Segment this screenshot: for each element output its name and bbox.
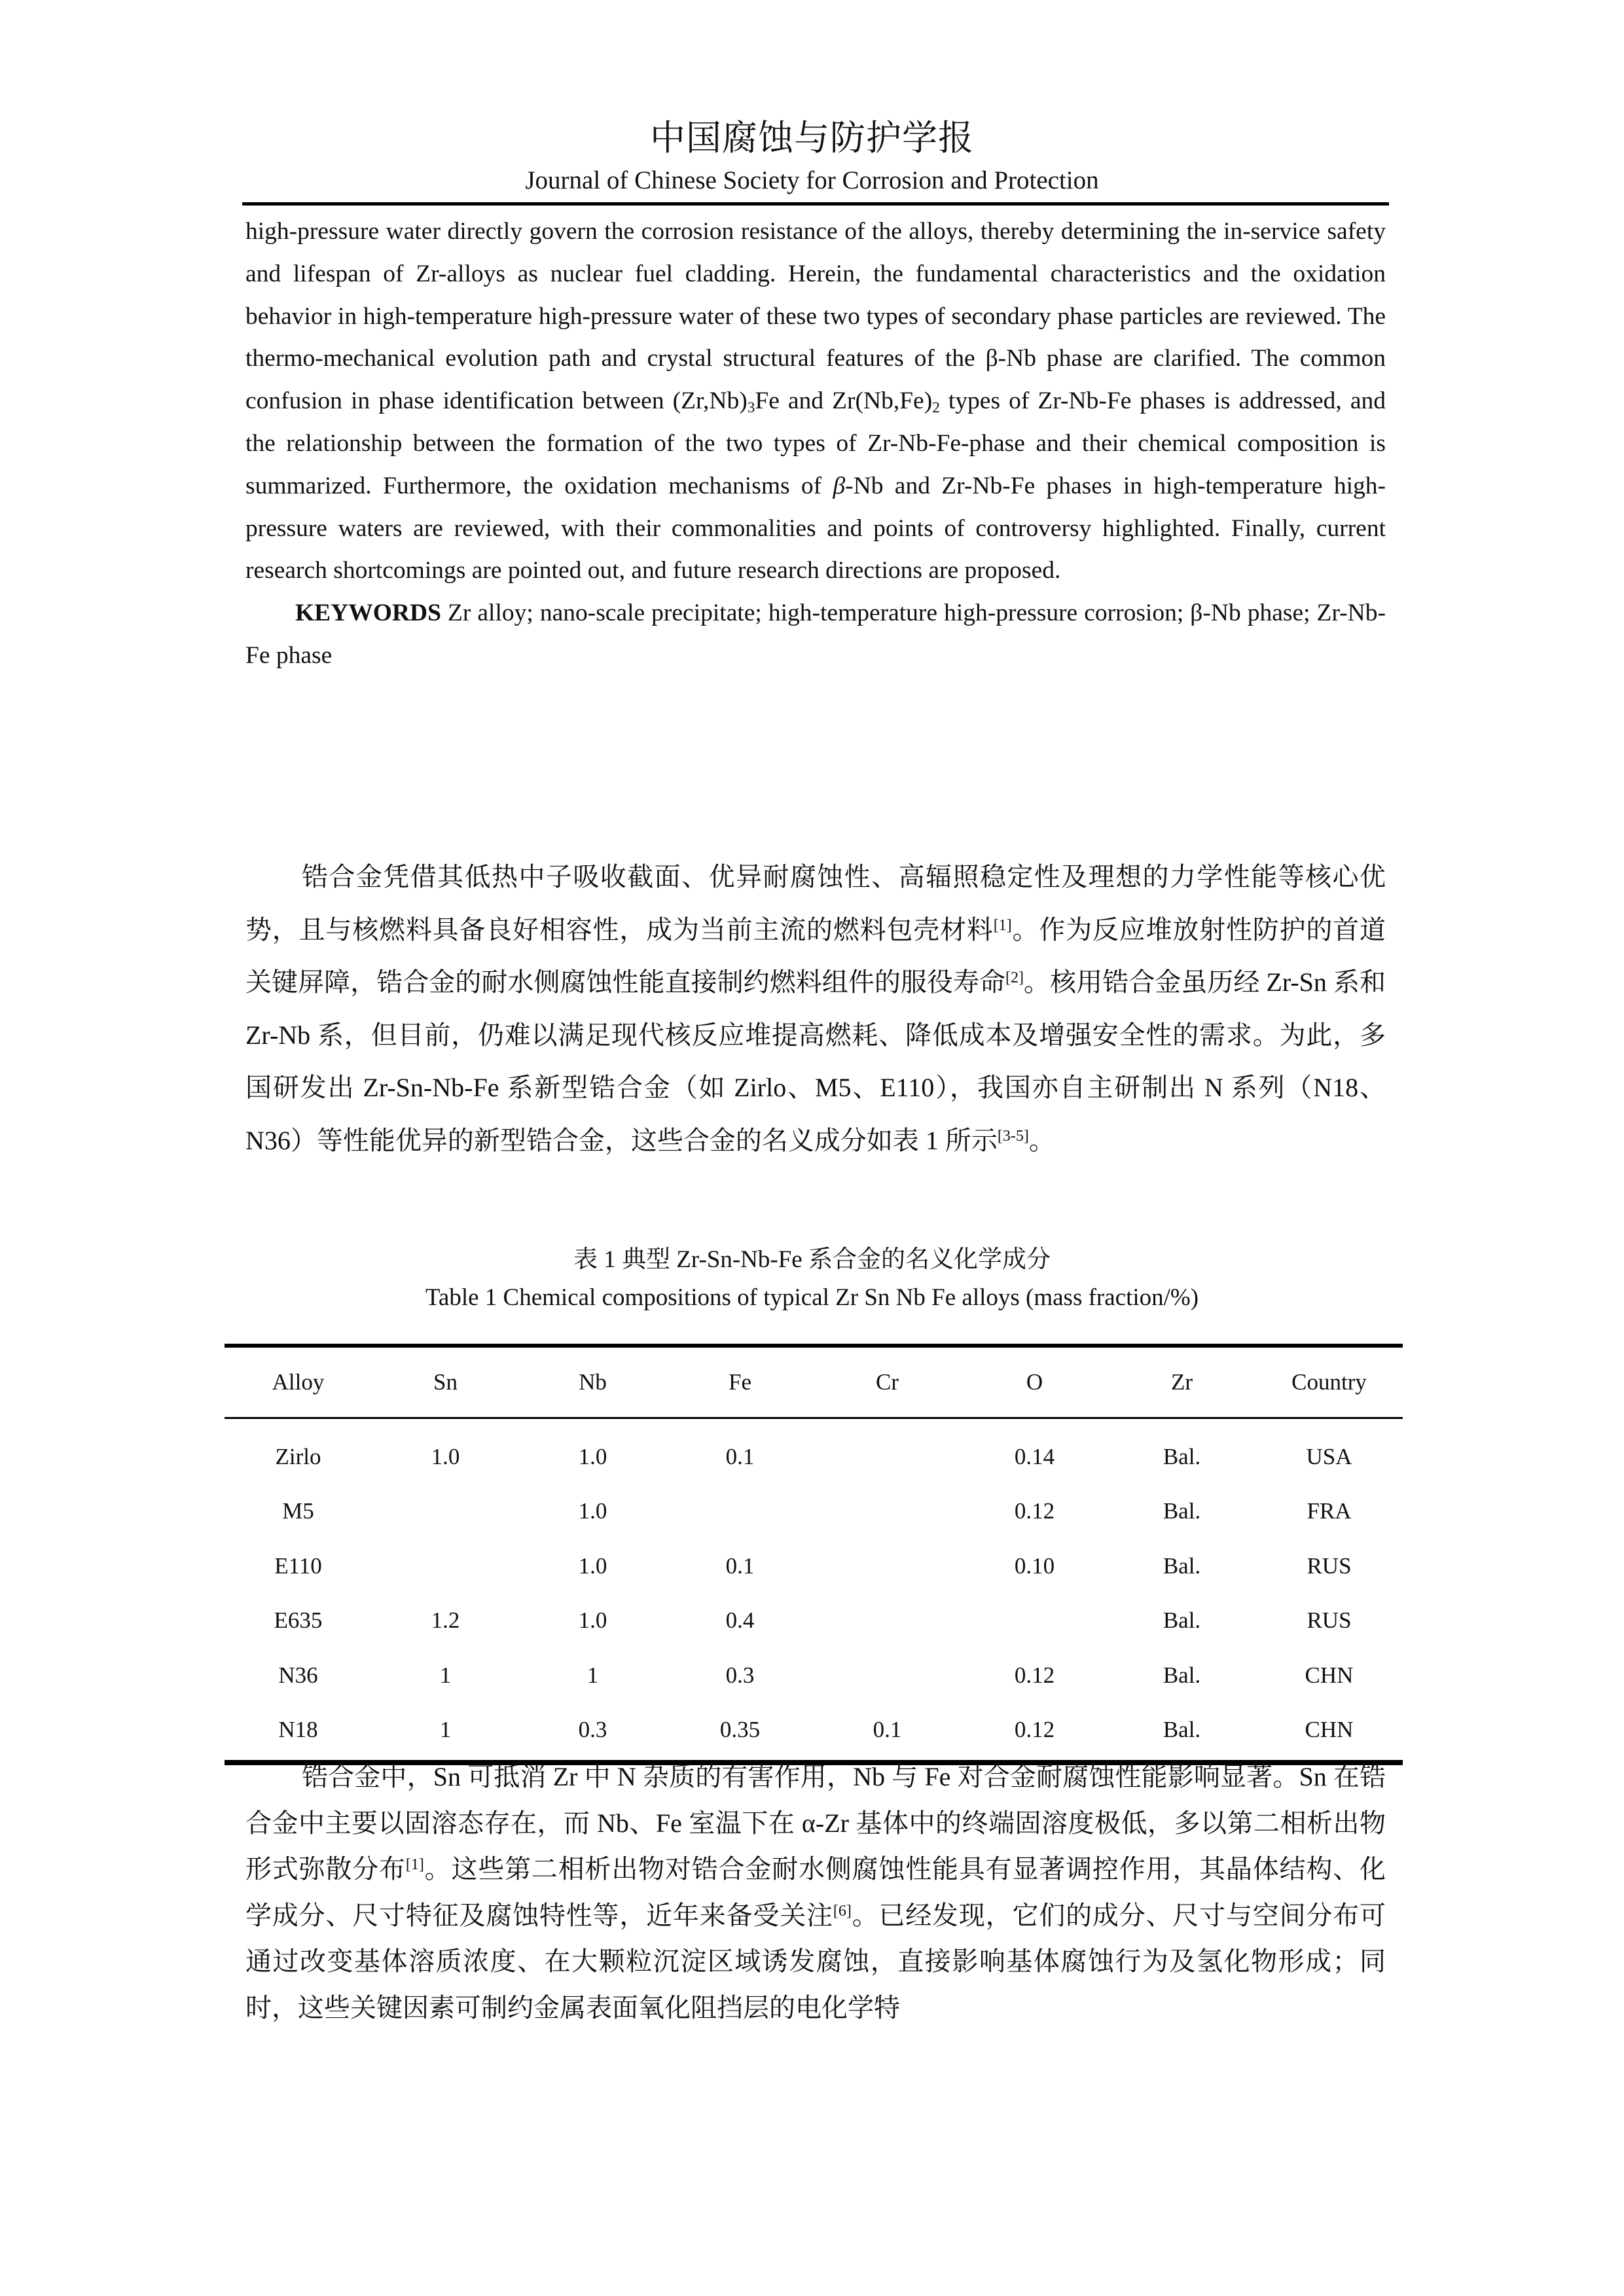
paragraph-text: 。这些第二相析出物对锆合金耐水侧腐蚀性能具有显著调控作用，其晶体结构、化学成分、尺寸特征及腐蚀特性等，近年来备受关注: [245, 1854, 1386, 1930]
keywords-paragraph: [245, 592, 1386, 677]
header-rule: [242, 202, 1389, 206]
column-header-nb: Nb: [579, 1369, 607, 1395]
table-cell: E635: [274, 1607, 323, 1634]
table-cell: N36: [278, 1662, 318, 1688]
column-header-sn: Sn: [433, 1369, 458, 1395]
table-cell: 0.1: [725, 1443, 755, 1469]
table-cell: 0.1: [725, 1552, 755, 1579]
table-cell: RUS: [1307, 1552, 1352, 1579]
subscript: 2: [932, 399, 940, 416]
table-cell: RUS: [1307, 1607, 1352, 1634]
beta-symbol: β: [833, 472, 846, 499]
table-cell: Bal.: [1163, 1443, 1201, 1469]
composition-table: [225, 1344, 1403, 1765]
table-cell: 0.1: [873, 1717, 902, 1743]
table-cell: [372, 1539, 519, 1594]
table-cell: 0.3: [725, 1662, 755, 1688]
table-cell: 0.12: [1014, 1717, 1055, 1743]
keywords-text: Zr alloy; nano-scale precipitate; high-temperature high-pressure corrosion; β-Nb phase; Zr-Nb-Fe phase: [245, 600, 1386, 669]
citation-ref[interactable]: [6]: [833, 1902, 852, 1920]
intro-paragraph: [245, 851, 1386, 1167]
paragraph-text: 。: [1028, 1125, 1055, 1155]
table-cell: [814, 1648, 961, 1703]
table-cell: 1: [439, 1662, 452, 1688]
citation-ref[interactable]: [3-5]: [997, 1127, 1029, 1145]
column-header-zr: Zr: [1170, 1369, 1193, 1395]
paragraph-text: 锆合金凭借其低热中子吸收截面、优异耐腐蚀性、高辐照稳定性及理想的力学性能等核心优势，且与核燃料具备良好相容性，成为当前主流的燃料包壳材料: [245, 862, 1386, 944]
citation-ref[interactable]: [1]: [993, 916, 1012, 934]
table-cell: Bal.: [1163, 1498, 1201, 1524]
table-cell: E110: [274, 1552, 322, 1579]
table-row: [225, 1648, 1403, 1703]
table-caption-cn: 表 1 典型 Zr-Sn-Nb-Fe 系合金的名义化学成分: [573, 1246, 1051, 1273]
table-row: [225, 1594, 1403, 1649]
paragraph-text: 。作为反应堆放射性防护的首道关键屏障，锆合金的耐水侧腐蚀性能直接制约燃料组件的服役寿命: [245, 914, 1386, 997]
paragraph-text: 。核用锆合金虽历经 Zr-Sn 系和 Zr-Nb 系，但目前，仍难以满足现代核反应堆提高燃耗、降低成本及增强安全性的需求。为此，多国研发出 Zr-Sn-Nb-Fe 系新型锆合金（如 Zirlo、M5、E110），我国亦自主研制出 N 系列（N18、N36）等性能优异的新型锆合金，这些合金的名义成分如表 1 所示: [245, 967, 1386, 1155]
paragraph-text: 锆合金中，Sn 可抵消 Zr 中 N 杂质的有害作用，Nb 与 Fe 对合金耐腐蚀性能影响显著。Sn 在锆合金中主要以固溶态存在，而 Nb、Fe 室温下在 α-Zr 基体中的终端固溶度极低，多以第二相析出物形式弥散分布: [245, 1762, 1386, 1884]
table-cell: USA: [1306, 1443, 1352, 1469]
column-header-country: Country: [1291, 1369, 1367, 1395]
table-cell: Bal.: [1163, 1662, 1201, 1688]
citation-ref[interactable]: [1]: [405, 1856, 424, 1873]
table-row: [225, 1418, 1403, 1484]
table-cell: Bal.: [1163, 1552, 1201, 1579]
table-cell: [666, 1484, 814, 1539]
table-cell: [814, 1484, 961, 1539]
table-cell: 0.3: [578, 1717, 607, 1743]
abstract-section: [245, 211, 1386, 677]
table-cell: M5: [282, 1498, 314, 1524]
paragraph-text: 。已经发现，它们的成分、尺寸与空间分布可通过改变基体溶质浓度、在大颗粒沉淀区域诱发腐蚀，直接影响基体腐蚀行为及氢化物形成；同时，这些关键因素可制约金属表面氧化阻挡层的电化学特: [245, 1900, 1386, 2022]
table-cell: [814, 1539, 961, 1594]
table-cell: [372, 1484, 519, 1539]
table-cell: 0.35: [719, 1717, 761, 1743]
column-header-fe: Fe: [729, 1369, 751, 1395]
abstract-text: -Nb and Zr-Nb-Fe phases in high-temperature high-pressure waters are reviewed, with their commonalities and points of controversy highlighted. Finally, current research shortcomings are pointed out, and future research directions are proposed.: [245, 472, 1386, 584]
column-header-alloy: Alloy: [272, 1369, 325, 1395]
table-caption-en: Table 1 Chemical compositions of typical Zr Sn Nb Fe alloys (mass fraction/%): [425, 1284, 1199, 1311]
table-cell: [961, 1594, 1108, 1649]
column-header-cr: Cr: [876, 1369, 899, 1395]
table-cell: Bal.: [1163, 1607, 1201, 1634]
table-cell: 0.4: [725, 1607, 755, 1634]
table-cell: 0.14: [1014, 1443, 1055, 1469]
table-cell: N18: [278, 1717, 318, 1743]
table-cell: [814, 1418, 961, 1484]
table-cell: 1.0: [578, 1443, 607, 1469]
table-cell: 1.0: [578, 1607, 607, 1634]
table-cell: 1.0: [431, 1443, 460, 1469]
table-cell: 1.2: [431, 1607, 460, 1634]
abstract-text: Fe and Zr(Nb,Fe): [755, 387, 933, 415]
table-cell: 0.12: [1014, 1498, 1055, 1524]
table-cell: CHN: [1305, 1717, 1354, 1743]
table-cell: FRA: [1307, 1498, 1352, 1524]
table-cell: Zirlo: [275, 1443, 321, 1469]
table-cell: 0.10: [1014, 1552, 1055, 1579]
table-cell: 1.0: [578, 1552, 607, 1579]
table-cell: CHN: [1305, 1662, 1354, 1688]
table-cell: [814, 1594, 961, 1649]
table-cell: 1.0: [578, 1498, 607, 1524]
abstract-text: high-pressure water directly govern the corrosion resistance of the alloys, thereby determining the in-service safety and lifespan of Zr-alloys as nuclear fuel cladding. Herein, the fundamental characteristics and the oxidation behavior in high-temperature high-pressure water of these two types of secondary phase particles are reviewed. The thermo-mechanical evolution path and crystal structural features of the β-Nb phase are clarified. The common confusion in phase identification between (Zr,Nb): [245, 218, 1386, 415]
journal-title-cn: 中国腐蚀与防护学报: [650, 118, 974, 158]
table-header-row: [225, 1346, 1403, 1418]
second-paragraph: [245, 1754, 1386, 2031]
subscript: 3: [747, 399, 755, 416]
table-row: [225, 1484, 1403, 1539]
table-cell: 0.12: [1014, 1662, 1055, 1688]
journal-title-en: Journal of Chinese Society for Corrosion and Protection: [525, 166, 1099, 194]
table-cell: 1: [586, 1662, 599, 1688]
abstract-text: types of Zr-Nb-Fe phases is addressed, and the relationship between the formation of the two types of Zr-Nb-Fe-phase and their chemical composition is summarized. Furthermore, the oxidation mechanisms of: [245, 387, 1386, 499]
table-row: [225, 1539, 1403, 1594]
citation-ref[interactable]: [2]: [1005, 969, 1024, 986]
column-header-o: O: [1026, 1369, 1043, 1395]
keywords-label: KEYWORDS: [295, 600, 441, 627]
table-cell: 1: [439, 1717, 452, 1743]
table-cell: Bal.: [1163, 1717, 1201, 1743]
abstract-paragraph: [245, 211, 1386, 592]
